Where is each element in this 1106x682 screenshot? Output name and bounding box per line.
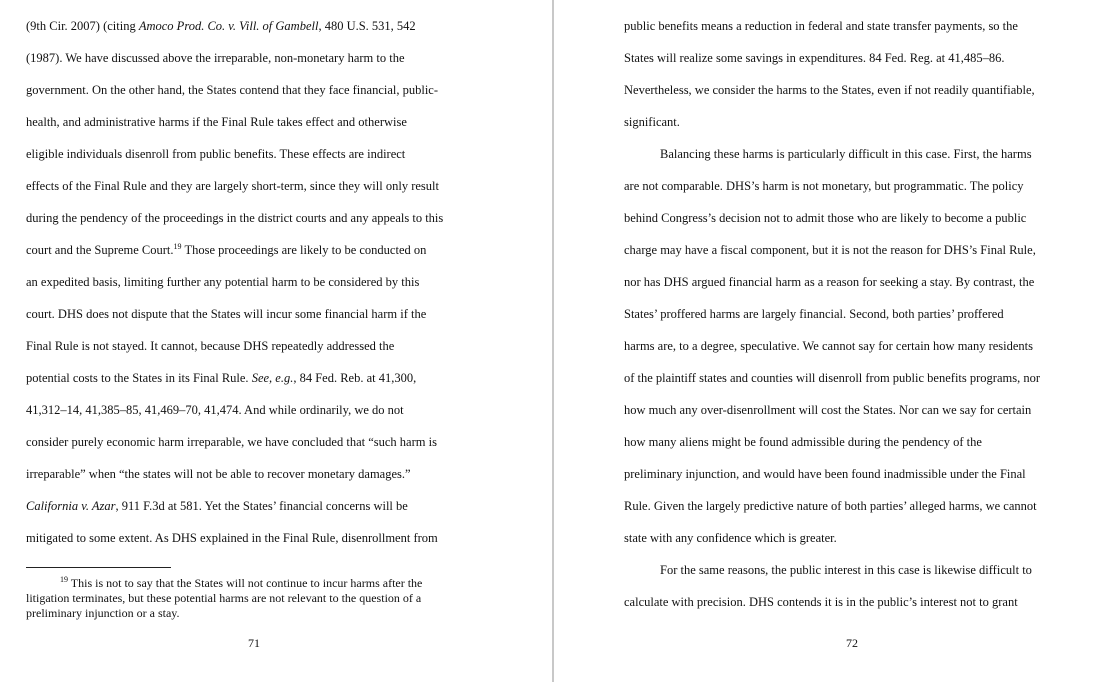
text-span: consider purely economic harm irreparable, we have concluded that “such harm is: [26, 435, 437, 449]
text-line: [26, 170, 526, 202]
text-line: [26, 522, 526, 554]
text-line: [624, 202, 1094, 234]
text-line: [624, 522, 1094, 554]
text-span: state with any confidence which is greater.: [624, 531, 837, 545]
page-number-right: 72: [846, 636, 858, 650]
text-span: For the same reasons, the public interest in this case is likewise difficult to: [660, 563, 1032, 577]
page-divider: [552, 0, 554, 682]
text-line: [26, 10, 526, 42]
text-span: 41,312–14, 41,385–85, 41,469–70, 41,474. And while ordinarily, we do not: [26, 403, 404, 417]
text-span: preliminary injunction, and would have been found inadmissible under the Final: [624, 467, 1026, 481]
text-span: calculate with precision. DHS contends it is in the public’s interest not to grant: [624, 595, 1018, 609]
text-span: Those proceedings are likely to be conducted on: [181, 243, 427, 257]
text-line: [26, 330, 526, 362]
text-line: [624, 266, 1094, 298]
text-span: during the pendency of the proceedings in the district courts and any appeals to this: [26, 211, 444, 225]
text-span: charge may have a fiscal component, but it is not the reason for DHS’s Final Rule,: [624, 243, 1036, 257]
text-span: irreparable” when “the states will not be able to recover monetary damages.”: [26, 467, 411, 481]
footnote-text: This is not to say that the States will not continue to incur harms after the: [68, 576, 423, 590]
text-line: [26, 362, 526, 394]
text-line: [624, 394, 1094, 426]
text-line: [26, 490, 526, 522]
text-line: [624, 138, 1094, 170]
text-line: [26, 74, 526, 106]
text-line: [624, 10, 1094, 42]
text-line: [624, 234, 1094, 266]
text-line: [26, 298, 526, 330]
text-span: , 911 F.3d at 581. Yet the States’ financial concerns will be: [115, 499, 408, 513]
footnote-line: [26, 576, 526, 591]
footnote-separator: [26, 567, 171, 568]
text-line: [624, 74, 1094, 106]
right-page: [555, 0, 1106, 682]
left-page: [0, 0, 552, 682]
text-span: States’ proffered harms are largely financial. Second, both parties’ proffered: [624, 307, 1004, 321]
text-span: harms are, to a degree, speculative. We cannot say for certain how many residents: [624, 339, 1034, 353]
text-line: [26, 202, 526, 234]
footnote-line: [26, 606, 526, 621]
text-line: [26, 394, 526, 426]
footnote-marker: 19: [60, 575, 68, 584]
text-span: , 84 Fed. Reb. at 41,300,: [293, 371, 417, 385]
right-page-body: [624, 10, 1094, 618]
text-line: [26, 458, 526, 490]
text-line: [624, 298, 1094, 330]
text-line: [26, 42, 526, 74]
text-line: [26, 138, 526, 170]
italic-citation: See, e.g.: [251, 371, 294, 385]
text-line: [624, 330, 1094, 362]
text-line: [26, 234, 526, 266]
text-line: [624, 490, 1094, 522]
text-line: [26, 426, 526, 458]
text-span: of the plaintiff states and counties will disenroll from public benefits programs, nor: [624, 371, 1040, 385]
text-span: mitigated to some extent. As DHS explained in the Final Rule, disenrollment from: [26, 531, 438, 545]
text-line: [624, 106, 1094, 138]
text-span: Rule. Given the largely predictive nature of both parties’ alleged harms, we cannot: [624, 499, 1037, 513]
page-number-left: 71: [248, 636, 260, 650]
text-line: [624, 426, 1094, 458]
text-span: court and the Supreme Court.: [26, 243, 174, 257]
text-span: (1987). We have discussed above the irreparable, non-monetary harm to the: [26, 51, 405, 65]
footnote-marker: 19: [173, 242, 182, 251]
text-span: how much any over-disenrollment will cost the States. Nor can we say for certain: [624, 403, 1032, 417]
text-span: significant.: [624, 115, 680, 129]
text-line: [26, 106, 526, 138]
text-span: (9th Cir. 2007) (citing: [26, 19, 139, 33]
text-span: are not comparable. DHS’s harm is not monetary, but programmatic. The policy: [624, 179, 1024, 193]
text-line: [624, 554, 1094, 586]
text-span: potential costs to the States in its Final Rule.: [26, 371, 252, 385]
footnote-line: [26, 591, 526, 606]
text-span: government. On the other hand, the States contend that they face financial, public-: [26, 83, 439, 97]
text-line: [624, 586, 1094, 618]
text-span: States will realize some savings in expenditures. 84 Fed. Reg. at 41,485–86.: [624, 51, 1005, 65]
left-page-body: [26, 10, 526, 554]
text-line: [624, 458, 1094, 490]
text-line: [26, 266, 526, 298]
text-span: health, and administrative harms if the Final Rule takes effect and otherwise: [26, 115, 407, 129]
footnote-text: litigation terminates, but these potential harms are not relevant to the question of a: [26, 591, 422, 605]
text-span: Nevertheless, we consider the harms to the States, even if not readily quantifiable,: [624, 83, 1035, 97]
text-line: [624, 42, 1094, 74]
italic-citation: Amoco Prod. Co. v. Vill. of Gambell: [138, 19, 319, 33]
text-span: effects of the Final Rule and they are largely short-term, since they will only result: [26, 179, 439, 193]
text-span: Final Rule is not stayed. It cannot, because DHS repeatedly addressed the: [26, 339, 395, 353]
text-span: Balancing these harms is particularly difficult in this case. First, the harms: [660, 147, 1032, 161]
text-span: eligible individuals disenroll from public benefits. These effects are indirect: [26, 147, 406, 161]
text-line: [624, 362, 1094, 394]
text-span: court. DHS does not dispute that the States will incur some financial harm if the: [26, 307, 427, 321]
text-span: public benefits means a reduction in federal and state transfer payments, so the: [624, 19, 1018, 33]
italic-citation: California v. Azar: [26, 499, 116, 513]
text-span: behind Congress’s decision not to admit those who are likely to become a public: [624, 211, 1027, 225]
text-span: an expedited basis, limiting further any potential harm to be considered by this: [26, 275, 420, 289]
text-line: [624, 170, 1094, 202]
text-span: nor has DHS argued financial harm as a reason for seeking a stay. By contrast, the: [624, 275, 1035, 289]
text-span: , 480 U.S. 531, 542: [318, 19, 416, 33]
footnote-text: preliminary injunction or a stay.: [26, 606, 180, 620]
text-span: how many aliens might be found admissible during the pendency of the: [624, 435, 982, 449]
footnote-19: [26, 576, 526, 621]
